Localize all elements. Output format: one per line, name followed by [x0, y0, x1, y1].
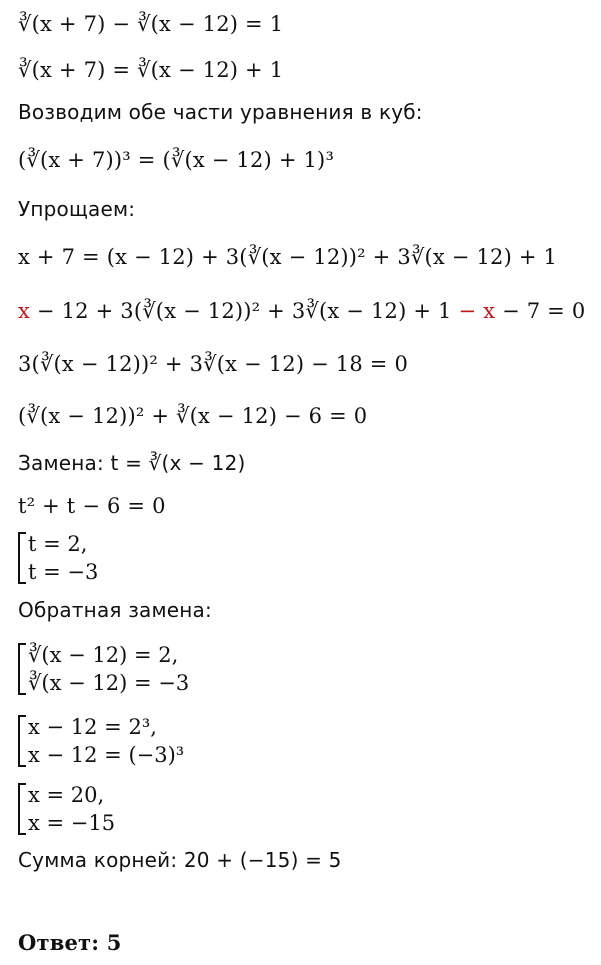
- equation-middle: − 12 + 3(∛(x − 12))² + 3∛(x − 12) + 1: [30, 299, 459, 323]
- equation-end: − 7 = 0: [495, 299, 586, 323]
- cases-x-values: [18, 781, 116, 837]
- step-simplify-text: Упрощаем:: [18, 197, 136, 221]
- equation-moved-terms: [18, 297, 585, 325]
- quadratic-equation: t² + t − 6 = 0: [18, 494, 166, 518]
- case-row: ∛(x − 12) = −3: [28, 671, 190, 695]
- equation-expanded: x + 7 = (x − 12) + 3(∛(x − 12))² + 3∛(x − 12) + 1: [18, 245, 558, 269]
- equation-original: ∛(x + 7) − ∛(x − 12) = 1: [18, 12, 284, 36]
- cases-cubed: [18, 713, 185, 769]
- back-substitution-text: Обратная замена:: [18, 598, 212, 622]
- equation-cubed: (∛(x + 7))³ = (∛(x − 12) + 1)³: [18, 148, 335, 172]
- bracket-icon: [18, 532, 26, 584]
- case-row: ∛(x − 12) = 2,: [28, 643, 179, 667]
- equation-collected: 3(∛(x − 12))² + 3∛(x − 12) − 18 = 0: [18, 352, 409, 376]
- equation-isolated: ∛(x + 7) = ∛(x − 12) + 1: [18, 58, 284, 82]
- highlight-x: x: [18, 299, 31, 323]
- case-row: x − 12 = 2³,: [28, 715, 157, 739]
- bracket-icon: [18, 783, 26, 835]
- case-row: t = −3: [28, 560, 99, 584]
- case-row: t = 2,: [28, 532, 88, 556]
- case-row: x = 20,: [28, 783, 105, 807]
- case-row: x − 12 = (−3)³: [28, 743, 185, 767]
- sum-of-roots: Сумма корней: 20 + (−15) = 5: [18, 848, 342, 872]
- final-answer: Ответ: 5: [18, 930, 122, 955]
- cases-t-roots: [18, 530, 99, 586]
- case-row: x = −15: [28, 811, 116, 835]
- substitution-text: Замена: t = ∛(x − 12): [18, 451, 246, 475]
- highlight-minus-x: − x: [458, 299, 496, 323]
- step-cube-text: Возводим обе части уравнения в куб:: [18, 100, 423, 124]
- cases-root-equations: [18, 641, 190, 697]
- bracket-icon: [18, 715, 26, 767]
- bracket-icon: [18, 643, 26, 695]
- equation-reduced: (∛(x − 12))² + ∛(x − 12) − 6 = 0: [18, 404, 368, 428]
